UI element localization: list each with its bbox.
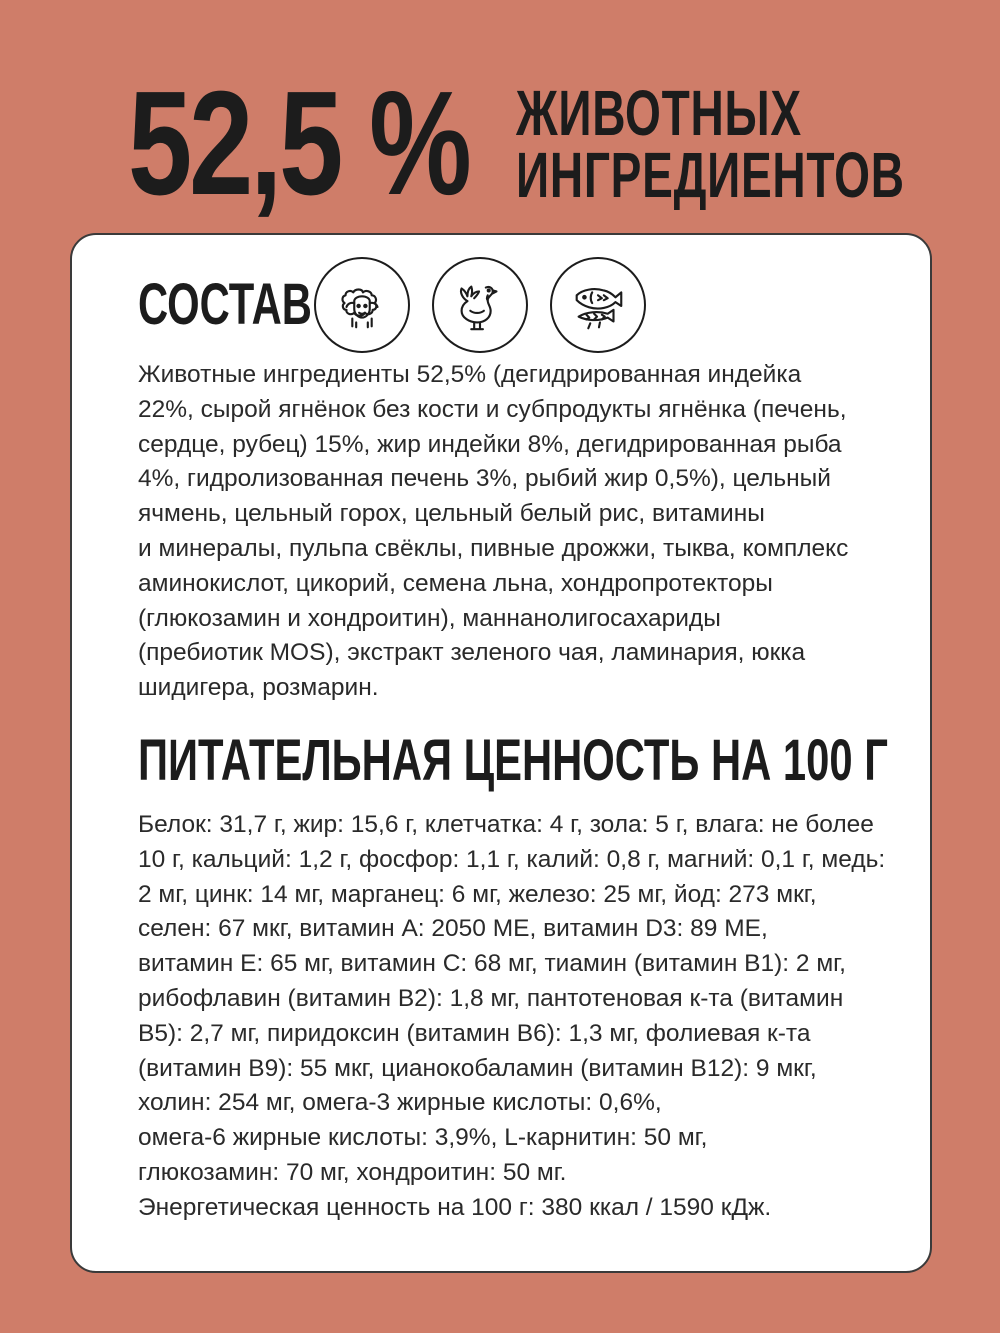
turkey-icon	[432, 257, 528, 353]
info-card	[70, 233, 932, 1273]
ingredient-icons	[314, 257, 646, 353]
hero-caption	[516, 77, 905, 211]
fish-icon	[550, 257, 646, 353]
nutrition-text: Белок: 31,7 г, жир: 15,6 г, клетчатка: 4 г, зола: 5 г, влага: не более 10 г, кальций: 1,2 г, фосфор: 1,1 г, калий: 0,8 г, магний: 0,1 г, медь: 2 мг, цинк: 14 мг, марганец: 6 мг, железо: 25 мг, йод: 273 мкг, селен: 67 мкг, витамин А: 2050 МЕ, витамин D3: 89 МЕ, витамин Е: 65 мг, витамин С: 68 мг, тиамин (витамин В1): 2 мг, рибофлавин (витамин В2): 1,8 мг, пантотеновая к-та (витамин В5): 2,7 мг, пиридоксин (витамин В6): 1,3 мг, фолиевая к-та (витамин В9): 55 мкг, цианокобаламин (витамин В12): 9 мкг, холин: 254 мг, омега-3 жирные кислоты: 0,6%, омега-6 жирные кислоты: 3,9%, L-карнитин: 50 мг, глюкозамин: 70 мг, хондроитин: 50 мг. Энергетическая ценность на 100 г: 380 ккал / 1590 кДж.	[138, 811, 886, 1221]
composition-text: Животные ингредиенты 52,5% (дегидрированная индейка 22%, сырой ягнёнок без кости и субпродукты ягнёнка (печень, сердце, рубец) 15%, жир индейки 8%, дегидрированная рыба 4%, гидролизованная печень 3%, рыбий жир 0,5%), цельный ячмень, цельный горох, цельный белый рис, витамины и минералы, пульпа свёклы, пивные дрожжи, тыква, комплекс аминокислот, цикорий, семена льна, хондропротекторы (глюкозамин и хондроитин), маннанолигосахариды (пребиотик MOS), экстракт зеленого чая, ламинария, юкка шидигера, розмарин.	[138, 361, 849, 702]
composition-title: СОСТАВ	[138, 272, 312, 337]
sheep-icon	[314, 257, 410, 353]
nutrition-title: ПИТАТЕЛЬНАЯ ЦЕННОСТЬ НА 100 Г	[138, 728, 888, 793]
composition-header	[138, 257, 646, 353]
hero-caption-line2: ИНГРЕДИЕНТОВ	[516, 139, 905, 211]
hero-caption-line1: ЖИВОТНЫХ	[516, 77, 802, 149]
hero-block	[128, 61, 1000, 226]
hero-percent: 52,5 %	[128, 61, 469, 226]
nutrition-header	[138, 728, 1000, 793]
